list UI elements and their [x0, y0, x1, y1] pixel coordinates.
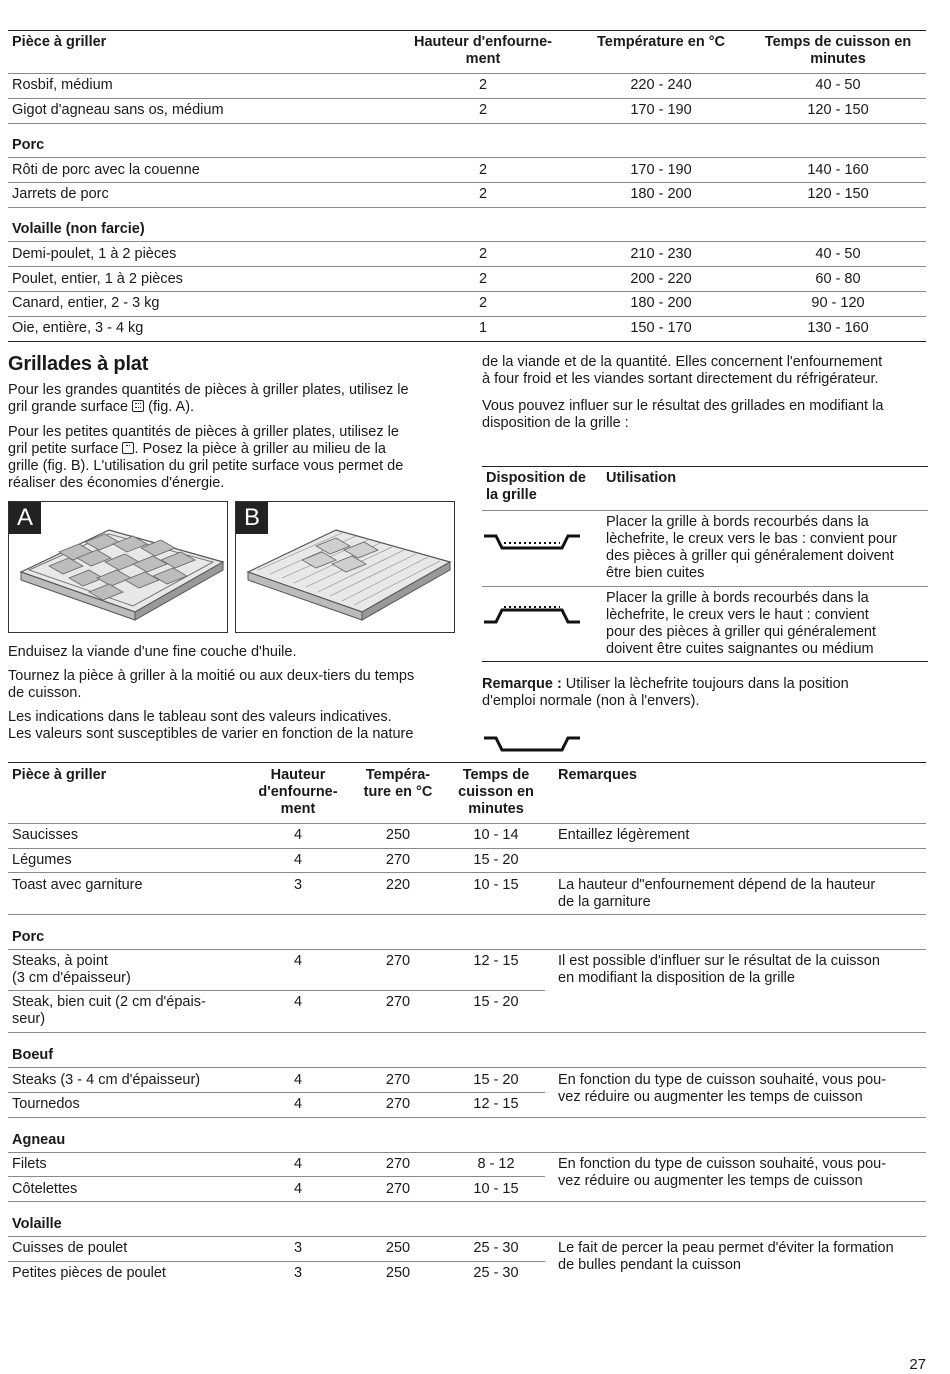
row-rule: [8, 341, 926, 342]
row-rule: [8, 914, 926, 915]
cell-piece: Oie, entière, 3 - 4 kg: [12, 320, 144, 336]
cell-temperature: 270: [385, 1096, 411, 1112]
remark-label: Remarque :: [482, 676, 562, 692]
cell-temps: 15 - 20: [473, 1072, 519, 1088]
cell-piece: Poulet, entier, 1 à 2 pièces: [12, 271, 183, 287]
grille-down-icon: [482, 530, 582, 554]
cell-hauteur: 4: [293, 852, 303, 868]
cell-piece: Côtelettes: [12, 1181, 78, 1197]
cell-hauteur: 3: [293, 1265, 303, 1281]
t2-header-piece: Pièce à griller: [12, 767, 107, 783]
cell-temperature: 270: [385, 852, 411, 868]
small-grill-icon: [122, 442, 134, 454]
cell-temps: 8 - 12: [477, 1156, 515, 1172]
cell-piece: Filets: [12, 1156, 47, 1172]
row-rule: [8, 1236, 926, 1237]
cell-piece: Cuisses de poulet: [12, 1240, 128, 1256]
cell-piece: Petites pièces de poulet: [12, 1265, 166, 1281]
group-label: Volaille (non farcie): [12, 221, 145, 237]
row-rule: [8, 1152, 926, 1153]
group-porc: Porc: [12, 929, 45, 945]
cell-temperature: 180 - 200: [630, 295, 692, 311]
cell-temps: 12 - 15: [473, 1096, 519, 1112]
t2-header-temperature: Tempéra- ture en °C: [363, 767, 433, 800]
cell-hauteur: 2: [478, 162, 488, 178]
cell-hauteur: 2: [478, 271, 488, 287]
large-grill-icon: [132, 400, 144, 412]
section-title: Grillades à plat: [8, 353, 149, 375]
para-influence: Vous pouvez influer sur le résultat des grillades en modifiant la disposition de la grille :: [482, 398, 884, 431]
cell-piece: Demi-poulet, 1 à 2 pièces: [12, 246, 177, 262]
row-rule: [8, 949, 926, 950]
figure-b-label: B: [236, 502, 268, 534]
t1-header-rule: [8, 73, 926, 74]
cell-hauteur: 4: [293, 1156, 303, 1172]
cell-temperature: 270: [385, 1072, 411, 1088]
figure-a: [8, 501, 228, 633]
grille-bottom-rule: [482, 661, 928, 662]
row-rule: [8, 123, 926, 124]
grille-row1-rule: [482, 586, 928, 587]
cell-hauteur: 4: [293, 953, 303, 969]
cell-piece: Gigot d'agneau sans os, médium: [12, 102, 224, 118]
volaille-remark: Le fait de percer la peau permet d'éviter la formation de bulles pendant la cuisson: [558, 1240, 894, 1273]
cell-temps: 130 - 160: [807, 320, 869, 336]
cell-hauteur: 2: [478, 102, 488, 118]
row-rule: [8, 1261, 545, 1262]
cell-remark: Entaillez légèrement: [558, 827, 690, 843]
t2-header-hauteur: Hauteur d'enfourne- ment: [258, 767, 338, 817]
row-rule: [8, 848, 926, 849]
row-rule: [8, 98, 926, 99]
cell-temps: 40 - 50: [815, 246, 861, 262]
cell-piece: Saucisses: [12, 827, 79, 843]
row-rule: [8, 182, 926, 183]
row-rule: [8, 872, 926, 873]
cell-temperature: 200 - 220: [630, 271, 692, 287]
agneau-remark: En fonction du type de cuisson souhaité, vous pou- vez réduire ou augmenter les temps de cuisson: [558, 1156, 887, 1189]
para-turn: Tournez la pièce à griller à la moitié ou aux deux-tiers du temps de cuisson.: [8, 668, 415, 701]
boeuf-remark: En fonction du type de cuisson souhaité, vous pou- vez réduire ou augmenter les temps de cuisson: [558, 1072, 887, 1105]
grill-tray-large-illustration: [9, 502, 227, 632]
grille-header-disposition: Disposition de la grille: [486, 470, 586, 503]
cell-temperature: 270: [385, 994, 411, 1010]
tray-icon: [482, 734, 582, 754]
figure-b: [235, 501, 455, 633]
row-rule: [8, 1117, 926, 1118]
cell-piece: Steaks, à point (3 cm d'épaisseur): [12, 953, 131, 986]
cell-hauteur: 4: [293, 994, 303, 1010]
cell-temps: 25 - 30: [473, 1240, 519, 1256]
row-rule: [8, 157, 926, 158]
cell-temperature: 170 - 190: [630, 102, 692, 118]
cell-temperature: 170 - 190: [630, 162, 692, 178]
table2-top-rule: [8, 762, 926, 763]
cell-piece: Rôti de porc avec la couenne: [12, 162, 200, 178]
cell-hauteur: 4: [293, 1181, 303, 1197]
cell-hauteur: 2: [478, 295, 488, 311]
cell-hauteur: 1: [478, 320, 488, 336]
cell-piece: Jarrets de porc: [12, 186, 109, 202]
cell-temps: 140 - 160: [807, 162, 869, 178]
cell-temps: 10 - 14: [473, 827, 519, 843]
cell-temperature: 220 - 240: [630, 77, 692, 93]
row-rule: [8, 207, 926, 208]
cell-hauteur: 2: [478, 186, 488, 202]
para-oil: Enduisez la viande d'une fine couche d'huile.: [8, 644, 297, 660]
cell-temps: 120 - 150: [807, 102, 869, 118]
cell-hauteur: 2: [478, 246, 488, 262]
group-volaille: Volaille: [12, 1216, 62, 1232]
t1-header-temperature: Température en °C: [596, 34, 725, 50]
cell-piece: Steak, bien cuit (2 cm d'épais- seur): [12, 994, 206, 1027]
cell-piece: Légumes: [12, 852, 72, 868]
cell-temps: 15 - 20: [473, 852, 519, 868]
porc-remark: Il est possible d'influer sur le résultat de la cuisson en modifiant la disposition de la grille: [558, 953, 880, 986]
page-number: 27: [909, 1356, 926, 1373]
cell-temperature: 250: [385, 827, 411, 843]
grill-tray-small-illustration: [236, 502, 454, 632]
cell-hauteur: 4: [293, 1096, 303, 1112]
left-paragraphs: [8, 382, 458, 492]
grille-header-utilisation: Utilisation: [606, 470, 677, 486]
table1-top-rule: [8, 30, 926, 31]
cell-temps: 90 - 120: [811, 295, 865, 311]
cell-hauteur: 3: [293, 1240, 303, 1256]
para-indicative: Les indications dans le tableau sont des valeurs indicatives. Les valeurs sont susceptibles de varier en fonction de la nature: [8, 709, 414, 742]
row-rule: [8, 1201, 926, 1202]
figure-a-label: A: [9, 502, 41, 534]
cell-temps: 15 - 20: [473, 994, 519, 1010]
cell-hauteur: 4: [293, 1072, 303, 1088]
cell-hauteur: 3: [293, 877, 303, 893]
group-boeuf: Boeuf: [12, 1047, 54, 1063]
group-label: Porc: [12, 137, 45, 153]
cell-temperature: 180 - 200: [630, 186, 692, 202]
row-rule: [8, 291, 926, 292]
cell-hauteur: 2: [478, 77, 488, 93]
t2-header-remarques: Remarques: [558, 767, 637, 783]
cell-hauteur: 4: [293, 827, 303, 843]
cell-temps: 40 - 50: [815, 77, 861, 93]
cell-piece: Tournedos: [12, 1096, 80, 1112]
row-rule: [8, 1176, 545, 1177]
t1-header-piece: Pièce à griller: [12, 34, 107, 50]
left-paragraphs-2: [8, 644, 458, 743]
grille-table-top-rule: [482, 466, 928, 467]
para-continued: de la viande et de la quantité. Elles concernent l'enfournement à four froid et les viandes sortant directement du réfrigérateur.: [482, 354, 883, 387]
cell-temperature: 250: [385, 1240, 411, 1256]
para-grande-surface: Pour les grandes quantités de pièces à griller plates, utilisez le gril grande surface (fig. A).: [8, 382, 409, 415]
para-petite-surface: Pour les petites quantités de pièces à griller plates, utilisez le gril petite surface . Posez la pièce à griller au milieu de la grille (fig. B). L'utilisation du gril petite surface vous permet de réaliser des économies d'énergie.: [8, 424, 404, 491]
grille-header-rule: [482, 510, 928, 511]
cell-temperature: 270: [385, 1181, 411, 1197]
row-rule: [8, 990, 545, 991]
grille-row1-text: Placer la grille à bords recourbés dans la lèchefrite, le creux vers le bas : convient pour des pièces à griller qui généralement doivent être bien cuites: [606, 514, 897, 581]
cell-temperature: 150 - 170: [630, 320, 692, 336]
row-rule: [8, 241, 926, 242]
t2-header-temps: Temps de cuisson en minutes: [458, 767, 534, 817]
cell-temps: 25 - 30: [473, 1265, 519, 1281]
row-rule: [8, 316, 926, 317]
cell-temps: 120 - 150: [807, 186, 869, 202]
row-rule: [8, 1032, 926, 1033]
cell-remark: La hauteur d"enfournement dépend de la hauteur de la garniture: [558, 877, 876, 910]
t1-header-hauteur: Hauteur d'enfourne- ment: [414, 34, 552, 67]
t2-header-rule: [8, 823, 926, 824]
cell-temperature: 270: [385, 953, 411, 969]
cell-temperature: 250: [385, 1265, 411, 1281]
cell-temps: 12 - 15: [473, 953, 519, 969]
cell-temps: 10 - 15: [473, 1181, 519, 1197]
t1-header-temps: Temps de cuisson en minutes: [764, 34, 912, 67]
cell-temperature: 220: [385, 877, 411, 893]
remark: Remarque : Utiliser la lèchefrite toujours dans la position d'emploi normale (non à l'envers).: [482, 676, 849, 709]
cell-temps: 60 - 80: [815, 271, 861, 287]
right-paragraphs: [482, 354, 928, 432]
row-rule: [8, 1067, 926, 1068]
cell-temperature: 270: [385, 1156, 411, 1172]
cell-temperature: 210 - 230: [630, 246, 692, 262]
grille-up-icon: [482, 604, 582, 638]
cell-temps: 10 - 15: [473, 877, 519, 893]
group-agneau: Agneau: [12, 1132, 66, 1148]
row-rule: [8, 266, 926, 267]
cell-piece: Toast avec garniture: [12, 877, 143, 893]
cell-piece: Steaks (3 - 4 cm d'épaisseur): [12, 1072, 201, 1088]
cell-piece: Canard, entier, 2 - 3 kg: [12, 295, 160, 311]
row-rule: [8, 1092, 545, 1093]
grille-row2-text: Placer la grille à bords recourbés dans la lèchefrite, le creux vers le haut : convient pour des pièces à griller qui généralement doivent être cuites saignantes ou médium: [606, 590, 877, 657]
cell-piece: Rosbif, médium: [12, 77, 113, 93]
